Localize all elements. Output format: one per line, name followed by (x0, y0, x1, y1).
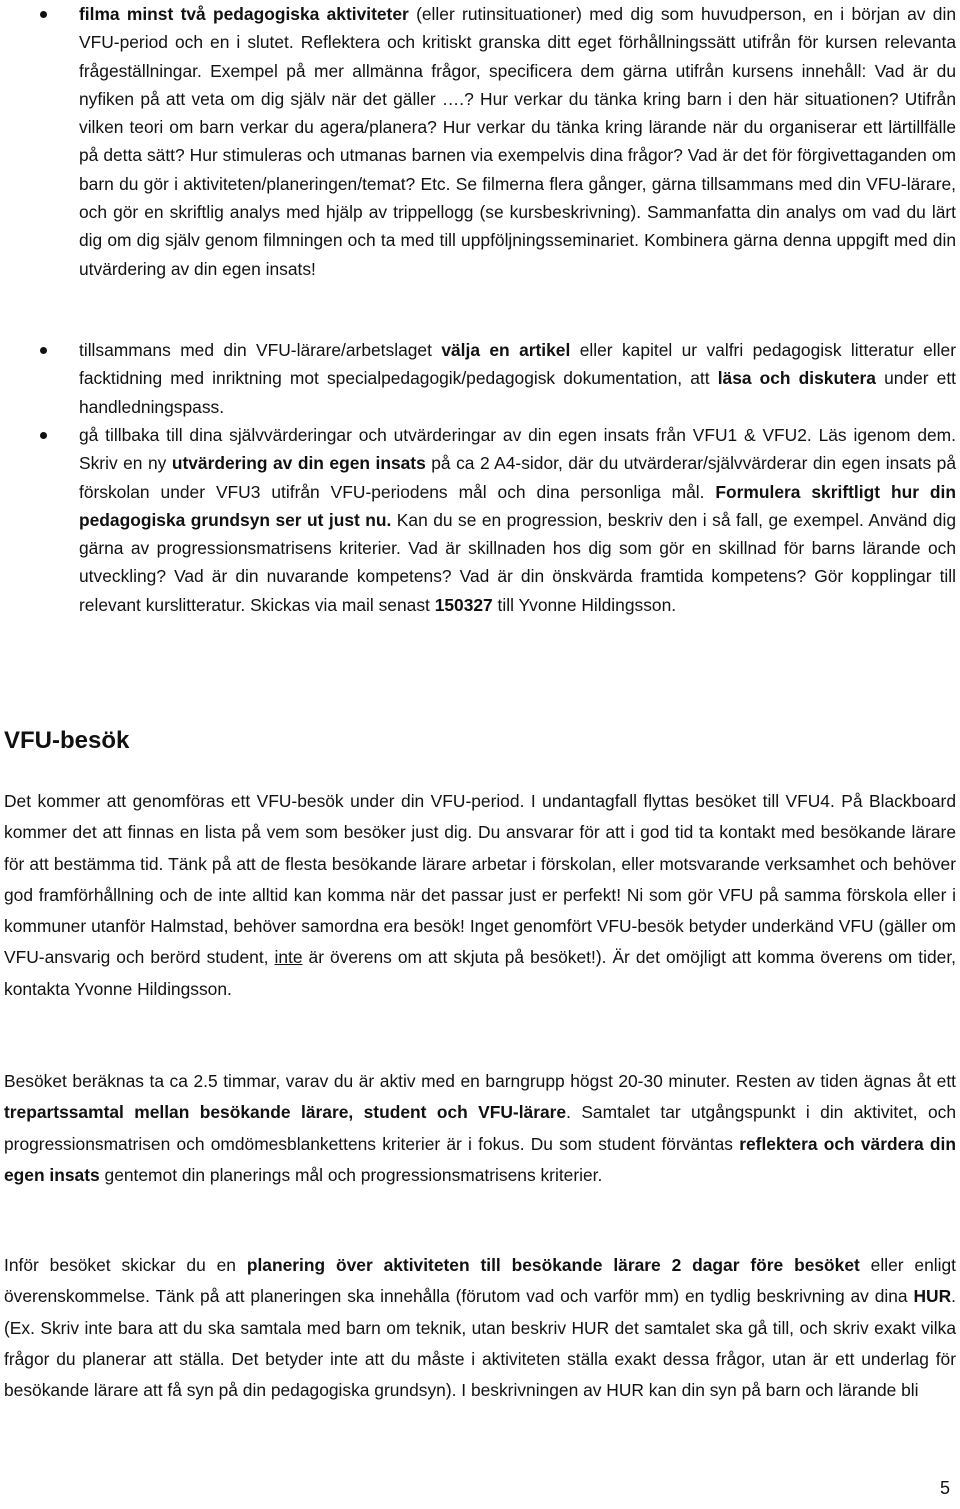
text-run: till Yvonne Hildingsson. (492, 594, 677, 615)
bold-phrase: läsa och diskutera (717, 368, 876, 389)
underlined-word: inte (274, 947, 303, 968)
text-run: tillsammans med din VFU-lärare/arbetslaget (79, 340, 442, 360)
text-run: är överens om att skjuta på besöket!). Är det omöjligt att komma överens om tider, kontakta Yvonne Hildingsson. (4, 947, 956, 999)
bullet-dot (40, 347, 47, 354)
paragraph-infor-besoket (4, 1250, 956, 1406)
bold-phrase: reflektera och värdera din egen insats (4, 1133, 956, 1185)
paragraph-vfu-besok (4, 786, 956, 1005)
text-run: Det kommer att genomföras ett VFU-besök under din VFU-period. I undantagfall flyttas besöket till VFU4. På Blackboard kommer det att finnas en lista på vem som besöker just dig. Du ansvarar för att i god tid ta kontakt med besökande lärare för att bestämma tid. Tänk på att de flesta besökande lärare arbetar i förskolan, eller motsvarande verksamhet och behöver god framförhållning och de inte alltid kan komma när det passar just er perfekt! Ni som gör VFU på samma förskola eller i kommuner utanför Halmstad, behöver samordna era besök! Inget genomfört VFU-besök betyder underkänd VFU (gäller om VFU-ansvarig och berörd student, (4, 791, 956, 968)
bullet-item-artikel (0, 336, 960, 421)
text-run: (eller rutinsituationer) med dig som huvudperson, en i början av din VFU-period och en i slutet. Reflektera och kritiskt granska ditt eget förhållningssätt utifrån för kursen relevanta frågeställningar. Exempel på mer allmänna frågor, specificera dem gärna utifrån kursens innehåll: Vad är du nyfiken på att veta om dig själv när det gäller ….? Hur verkar du tänka kring barn i den här situationen? Utifrån vilken teori om barn verkar du agera/planera? Hur verkar du tänka kring lärande när du organiserar ett lärtillfälle på detta sätt? Hur stimuleras och utmanas barnen via exempelvis dina frågor? Vad är det för förgivettaganden om barn du gör i aktiviteten/planeringen/temat? Etc. Se filmerna flera gånger, gärna tillsammans med din VFU-lärare, och gör en skriftlig analys med hjälp av trippellogg (se kursbeskrivning). Sammanfatta din analys om vad du lärt dig om dig själv genom filmningen och ta med till uppföljningsseminariet. Kombinera gärna denna uppgift med din utvärdering av din egen insats! (79, 4, 956, 279)
text-run: gentemot din planerings mål och progressionsmatrisens kriterier. (99, 1164, 603, 1185)
bold-phrase: trepartssamtal mellan besökande lärare, student och VFU-lärare (4, 1102, 567, 1123)
text-run: eller enligt överenskommelse. Tänk på att planeringen ska innehålla (förutom vad och varför mm) en tydlig beskrivning av dina (4, 1255, 956, 1307)
text-run: Besöket beräknas ta ca 2.5 timmar, varav du är aktiv med en barngrupp högst 20-30 minuter. Resten av tiden ägnas åt ett (4, 1071, 956, 1091)
bullet-text (79, 0, 956, 283)
paragraph-besoket (4, 1066, 956, 1191)
bold-phrase: välja en artikel (441, 340, 571, 360)
bullet-text (79, 421, 956, 619)
page-number: 5 (940, 1478, 951, 1498)
bold-phrase: HUR (913, 1286, 952, 1307)
text-run: under ett handledningspass. (79, 368, 956, 417)
bold-phrase: filma minst två pedagogiska aktiviteter (79, 4, 409, 24)
bold-phrase: planering över aktiviteten till besökande lärare 2 dagar före besöket (246, 1255, 860, 1275)
text-run: . Samtalet tar utgångspunkt i din aktivitet, och progressionsmatrisen och omdömesblankettens kriterier är i fokus. Du som student förväntas (4, 1102, 956, 1154)
text-run: eller kapitel ur valfri pedagogisk litteratur eller facktidning med inriktning mot specialpedagogik/pedagogisk dokumentation, att (79, 340, 956, 389)
bold-date: 150327 (434, 594, 493, 615)
bullet-text (79, 336, 956, 421)
bold-phrase: utvärdering av din egen insats (171, 453, 426, 474)
text-run: Inför besöket skickar du en (4, 1255, 247, 1275)
bullet-dot (40, 11, 47, 18)
text-run: . (Ex. Skriv inte bara att du ska samtala med barn om teknik, utan beskriv HUR det samtalet ska gå till, och skriv exakt vilka frågor du planerar att ställa. Det betyder inte att du måste i aktiviteten ställa exakt dessa frågor, utan är ett underlag för besökande lärare att få syn på din pedagogiska grundsyn). I beskrivningen av HUR kan din syn på barn och lärande bli (4, 1286, 956, 1401)
bullet-item-utvardering (0, 421, 960, 619)
text-run: på ca 2 A4-sidor, där du utvärderar/självvärderar din egen insats på förskolan under VFU3 utifrån VFU-periodens mål och dina personliga mål. (79, 453, 957, 502)
bold-phrase: Formulera skriftligt hur din pedagogiska grundsyn ser ut just nu. (79, 481, 956, 530)
bullet-item-filma (0, 0, 960, 283)
text-run: Kan du se en progression, beskriv den i så fall, ge exempel. Använd dig gärna av progressionsmatrisens kriterier. Vad är skillnaden hos dig som gör en skillnad för barns lärande och utveckling? Vad är din nuvarande kompetens? Vad är din önskvärda framtida kompetens? Gör kopplingar till relevant kurslitteratur. Skickas via mail senast (79, 509, 956, 615)
text-run: gå tillbaka till dina självvärderingar och utvärderingar av din egen insats från VFU1 & VFU2. Läs igenom dem. Skriv en ny (79, 425, 956, 474)
section-heading: VFU-besök (4, 727, 130, 754)
bullet-dot (40, 432, 47, 439)
